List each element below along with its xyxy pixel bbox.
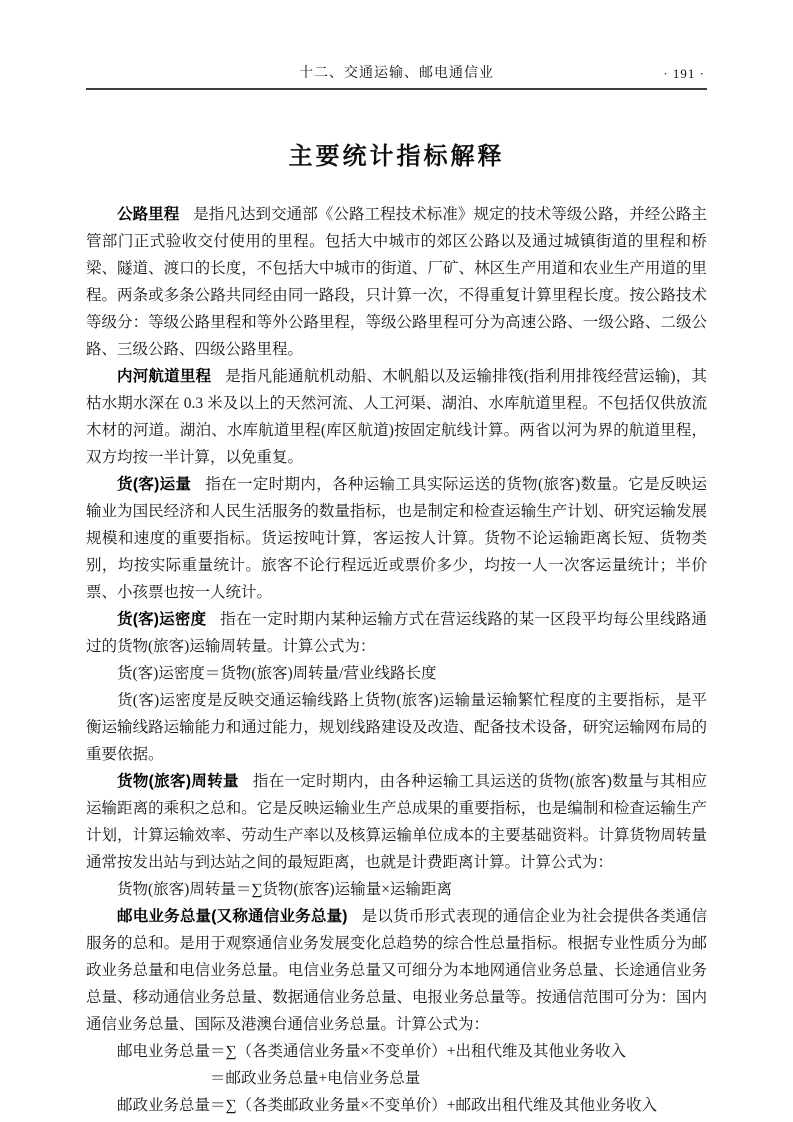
term-label: 公路里程 [117,206,180,223]
formula-continuation-line: ＝邮政业务总量+电信业务总量 [210,1070,421,1087]
definition-text: 指在一定时期内某种运输方式在营运线路的某一区段平均每公里线路通过的货物(旅客)运输周转量。计算公式为： [86,611,707,655]
body-content [86,201,707,1119]
chapter-title: 十二、交通运输、邮电通信业 [299,64,494,80]
definition-text: 是以货币形式表现的通信企业为社会提供各类通信服务的总和。是用于观察通信业务发展变化总趋势的综合性总量指标。根据专业性质分为邮政业务总量和电信业务总量。电信业务总量又可细分为本地网通信业务总量、长途通信业务总量、移动通信业务总量、数据通信业务总量、电报业务总量等。按通信范围可分为：国内通信业务总量、国际及港澳台通信业务总量。计算公式为： [86,908,707,1033]
definition-text: 是指凡能通航机动船、木帆船以及运输排筏(指利用排筏经营运输)，其枯水期水深在 0.3 米及以上的天然河流、人工河渠、湖泊、水库航道里程。不包括仅供放流木材的河道。湖泊、水库航道里程(库区航道)按固定航线计算。两省以河为界的航道里程，双方均按一半计算，以免重复。 [86,368,707,466]
definition-paragraph [86,768,707,876]
definition-paragraph [86,363,707,471]
term-label: 内河航道里程 [117,368,212,385]
plain-paragraph: 货(客)运密度是反映交通运输线路上货物(旅客)运输量运输繁忙程度的主要指标，是平衡运输线路运输能力和通过能力，规划线路建设及改造、配备技术设备，研究运输网布局的重要依据。 [86,692,707,763]
term-label: 邮电业务总量(又称通信业务总量) [117,908,348,925]
definition-text: 指在一定时期内，由各种运输工具运送的货物(旅客)数量与其相应运输距离的乘积之总和。它是反映运输业生产总成果的重要指标，也是编制和检查运输生产计划，计算运输效率、劳动生产率以及核算运输单位成本的主要基础资料。计算货物周转量通常按发出站与到达站之间的最短距离，也就是计费距离计算。计算公式为： [86,773,708,871]
running-header [86,0,707,90]
formula-line: 货物(旅客)周转量＝∑货物(旅客)运输量×运输距离 [117,881,452,898]
page-number: · 191 · [663,66,705,81]
definition-text: 指在一定时期内，各种运输工具实际运送的货物(旅客)数量。它是反映运输业为国民经济和人民生活服务的数量指标，也是制定和检查运输生产计划、研究运输发展规模和速度的重要指标。货运按吨计算，客运按人计算。货物不论运输距离长短、货物类别，均按实际重量统计。旅客不论行程远近或票价多少，均按一人一次客运量统计；半价票、小孩票也按一人统计。 [86,476,708,601]
definition-text: 是指凡达到交通部《公路工程技术标准》规定的技术等级公路，并经公路主管部门正式验收交付使用的里程。包括大中城市的郊区公路以及通过城镇街道的里程和桥梁、隧道、渡口的长度，不包括大中城市的街道、厂矿、林区生产用道和农业生产用道的里程。两条或多条公路共同经由同一路段，只计算一次，不得重复计算里程长度。按公路技术等级分：等级公路里程和等外公路里程，等级公路里程可分为高速公路、一级公路、二级公路、三级公路、四级公路里程。 [86,206,707,358]
formula-line: 货(客)运密度＝货物(旅客)周转量/营业线路长度 [117,665,437,682]
definition-paragraph [86,471,707,606]
formula-line: 邮电业务总量＝∑（各类通信业务量×不变单价）+出租代维及其他业务收入 [117,1043,627,1060]
page-title: 主要统计指标解释 [288,144,505,170]
formula-line: 邮政业务总量＝∑（各类邮政业务量×不变单价）+邮政出租代维及其他业务收入 [117,1097,658,1114]
definition-paragraph [86,903,707,1038]
term-label: 货(客)运密度 [117,611,207,628]
term-label: 货(客)运量 [117,476,192,493]
definition-paragraph [86,606,707,660]
definition-paragraph [86,201,707,363]
term-label: 货物(旅客)周转量 [117,773,239,790]
